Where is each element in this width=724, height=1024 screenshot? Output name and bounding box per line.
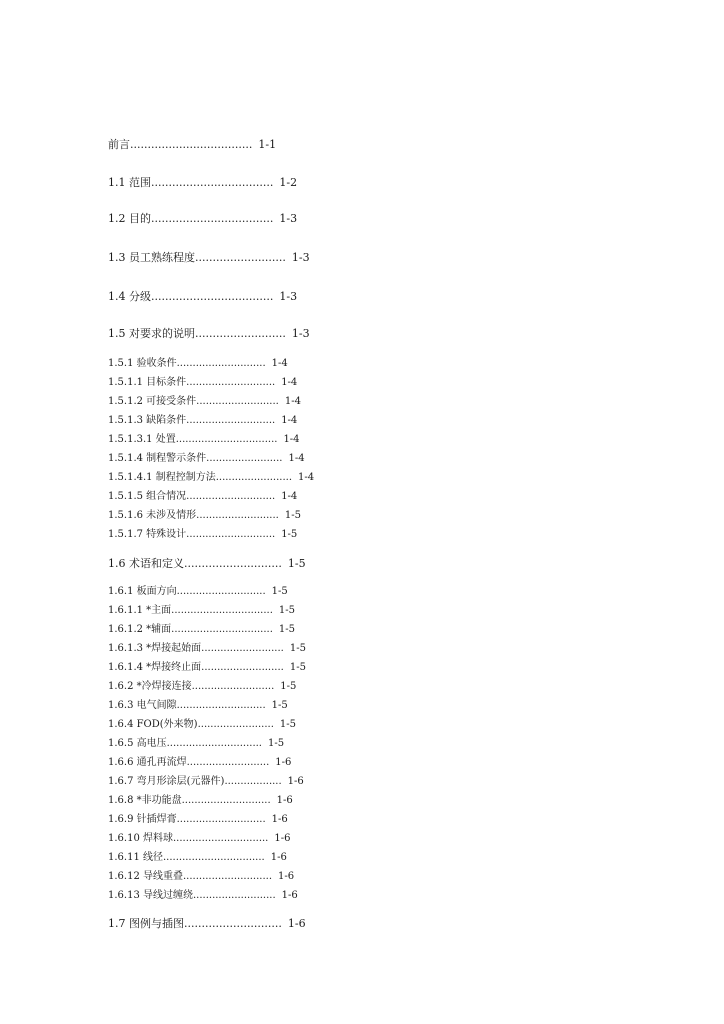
toc-entry-leader: ..........................: [186, 757, 270, 768]
toc-entry: [108, 755, 291, 771]
toc-entry-page: 1-1: [258, 138, 277, 151]
toc-entry-label: 1.6.3 电气间隙: [108, 700, 177, 711]
toc-entry-leader: ..............................: [166, 738, 262, 749]
toc-entry: [108, 812, 288, 828]
toc-entry: [108, 622, 295, 638]
toc-entry: [108, 660, 306, 676]
toc-entry-leader: ............................: [184, 557, 282, 570]
toc-entry-label: 1.5.1.4 制程警示条件: [108, 453, 207, 464]
toc-entry-label: 1.1 范围: [108, 176, 151, 189]
toc-entry-label: 1.6.1.2 *辅面: [108, 624, 172, 635]
toc-entry-label: 1.5.1.3.1 处置: [108, 434, 176, 445]
toc-entry-label: 1.6.10 焊料球: [108, 833, 173, 844]
toc-entry: [108, 137, 276, 153]
toc-entry: [108, 470, 314, 486]
toc-entry-leader: ..................: [224, 776, 282, 787]
toc-entry-page: 1-4: [284, 396, 301, 407]
toc-entry-leader: ...................................: [130, 138, 253, 151]
toc-entry: [108, 326, 310, 342]
toc-entry-page: 1-6: [287, 776, 304, 787]
toc-entry-label: 1.5.1.5 组合情况: [108, 491, 187, 502]
toc-entry-label: 1.7 图例与插图: [108, 917, 184, 930]
toc-entry-page: 1-6: [276, 795, 293, 806]
toc-entry-label: 1.6.11 线径: [108, 852, 163, 863]
toc-entry-leader: ............................: [176, 586, 266, 597]
toc-entry-label: 1.5.1.6 未涉及情形: [108, 510, 197, 521]
toc-entry-leader: ..........................: [196, 510, 279, 521]
toc-entry-page: 1-3: [279, 212, 298, 225]
toc-entry-leader: ........................: [206, 453, 283, 464]
toc-entry: [108, 850, 287, 866]
toc-entry-page: 1-5: [279, 719, 296, 730]
toc-entry-page: 1-5: [278, 605, 295, 616]
toc-entry-label: 1.2 目的: [108, 212, 151, 225]
toc-entry-leader: ........................: [197, 719, 274, 730]
toc-entry: [108, 793, 293, 809]
toc-entry: [108, 250, 310, 266]
toc-entry-page: 1-5: [289, 643, 306, 654]
toc-entry: [108, 603, 295, 619]
toc-entry-leader: ..........................: [191, 681, 275, 692]
toc-entry-page: 1-5: [271, 586, 288, 597]
toc-entry-label: 1.6.9 针插焊膏: [108, 814, 177, 825]
toc-entry-page: 1-5: [271, 700, 288, 711]
toc-entry-page: 1-4: [288, 453, 305, 464]
toc-entry: [108, 508, 301, 524]
toc-entry-page: 1-6: [270, 852, 287, 863]
toc-entry: [108, 375, 297, 391]
toc-entry: [108, 413, 297, 429]
toc-entry-page: 1-5: [284, 510, 301, 521]
toc-entry-leader: ............................: [176, 358, 266, 369]
toc-entry-leader: ..........................: [195, 251, 286, 264]
toc-entry-label: 1.3 员工熟练程度: [108, 251, 195, 264]
toc-entry-leader: ................................: [175, 434, 278, 445]
toc-entry: [108, 432, 300, 448]
toc-entry-leader: ............................: [183, 871, 273, 882]
toc-entry: [108, 175, 297, 191]
toc-entry-label: 1.4 分级: [108, 290, 151, 303]
toc-entry-leader: ...................................: [151, 176, 274, 189]
toc-entry: [108, 717, 296, 733]
toc-entry: [108, 556, 306, 572]
toc-entry: [108, 698, 288, 714]
toc-entry: [108, 289, 297, 305]
toc-entry-leader: ...................................: [151, 212, 274, 225]
toc-entry-leader: ............................: [186, 529, 276, 540]
toc-entry-leader: ............................: [186, 491, 276, 502]
toc-entry-page: 1-4: [281, 377, 298, 388]
toc-entry: [108, 394, 301, 410]
toc-entry-label: 1.6.1.4 *焊接终止面: [108, 662, 202, 673]
toc-entry: [108, 527, 297, 543]
toc-entry-label: 前言: [108, 138, 130, 151]
toc-entry-label: 1.5.1.2 可接受条件: [108, 396, 197, 407]
toc-entry-leader: ................................: [163, 852, 265, 863]
toc-entry-page: 1-4: [283, 434, 300, 445]
toc-entry: [108, 869, 294, 885]
toc-entry-page: 1-3: [279, 290, 298, 303]
toc-entry-leader: ............................: [184, 917, 282, 930]
toc-entry: [108, 641, 306, 657]
toc-entry-label: 1.5.1.1 目标条件: [108, 377, 187, 388]
toc-entry: [108, 584, 288, 600]
toc-entry: [108, 736, 284, 752]
toc-entry-label: 1.6.12 导线重叠: [108, 871, 183, 882]
toc-entry: [108, 679, 296, 695]
toc-entry-label: 1.6.13 导线过缠绕: [108, 890, 193, 901]
toc-entry-page: 1-6: [274, 833, 291, 844]
toc-entry-label: 1.6.1.1 *主面: [108, 605, 172, 616]
toc-entry-page: 1-5: [289, 662, 306, 673]
toc-entry-label: 1.6.7 弯月形涂层(元器件): [108, 776, 225, 787]
toc-entry-page: 1-5: [278, 624, 295, 635]
toc-entry-leader: ............................: [186, 415, 276, 426]
toc-entry-leader: ........................: [215, 472, 293, 483]
toc-entry-leader: ................................: [171, 605, 273, 616]
toc-entry-page: 1-4: [271, 358, 288, 369]
toc-entry-page: 1-3: [291, 327, 310, 340]
toc-entry-leader: ..........................: [201, 662, 284, 673]
toc-entry-leader: ..........................: [196, 396, 279, 407]
toc-entry-page: 1-6: [275, 757, 292, 768]
toc-entry-label: 1.6.1 板面方向: [108, 586, 177, 597]
toc-entry-page: 1-3: [291, 251, 310, 264]
toc-entry: [108, 489, 297, 505]
toc-entry: [108, 916, 306, 932]
toc-entry-label: 1.6.2 *冷焊接连接: [108, 681, 192, 692]
toc-entry-leader: ............................: [176, 700, 266, 711]
toc-entry-label: 1.6.6 通孔再流焊: [108, 757, 187, 768]
toc-entry-page: 1-4: [281, 491, 298, 502]
toc-entry-leader: ..........................: [193, 890, 276, 901]
toc-entry-page: 1-5: [280, 681, 297, 692]
toc-entry-label: 1.5.1.3 缺陷条件: [108, 415, 187, 426]
toc-entry-leader: ................................: [171, 624, 273, 635]
toc-entry-label: 1.5.1 验收条件: [108, 358, 177, 369]
toc-entry: [108, 211, 297, 227]
toc-entry: [108, 888, 298, 904]
toc-entry-leader: ..............................: [173, 833, 269, 844]
toc-entry-page: 1-4: [298, 472, 315, 483]
toc-entry: [108, 451, 305, 467]
toc-entry-label: 1.5.1.4.1 制程控制方法: [108, 472, 216, 483]
toc-entry: [108, 831, 290, 847]
toc-entry-label: 1.6.1.3 *焊接起始面: [108, 643, 202, 654]
toc-entry-label: 1.5 对要求的说明: [108, 327, 195, 340]
toc-entry-label: 1.6.5 高电压: [108, 738, 167, 749]
toc-entry-page: 1-4: [281, 415, 298, 426]
toc-entry-leader: ............................: [176, 814, 266, 825]
toc-entry: [108, 774, 304, 790]
toc-entry-label: 1.5.1.7 特殊设计: [108, 529, 187, 540]
toc-entry-leader: ..........................: [195, 327, 286, 340]
toc-entry-page: 1-6: [281, 890, 298, 901]
toc-entry-leader: ...................................: [151, 290, 274, 303]
toc-entry-leader: ............................: [186, 377, 276, 388]
toc-entry-page: 1-6: [278, 871, 295, 882]
toc-entry-page: 1-5: [281, 529, 298, 540]
toc-entry: [108, 356, 288, 372]
toc-entry-label: 1.6.4 FOD(外来物): [108, 719, 198, 730]
toc-entry-page: 1-6: [287, 917, 306, 930]
toc-entry-leader: ..........................: [201, 643, 284, 654]
toc-entry-label: 1.6.8 *非功能盘: [108, 795, 182, 806]
toc-entry-page: 1-5: [287, 557, 306, 570]
toc-entry-page: 1-5: [268, 738, 285, 749]
toc-entry-page: 1-2: [279, 176, 298, 189]
toc-entry-leader: ............................: [181, 795, 271, 806]
toc-entry-label: 1.6 术语和定义: [108, 557, 184, 570]
toc-entry-page: 1-6: [271, 814, 288, 825]
